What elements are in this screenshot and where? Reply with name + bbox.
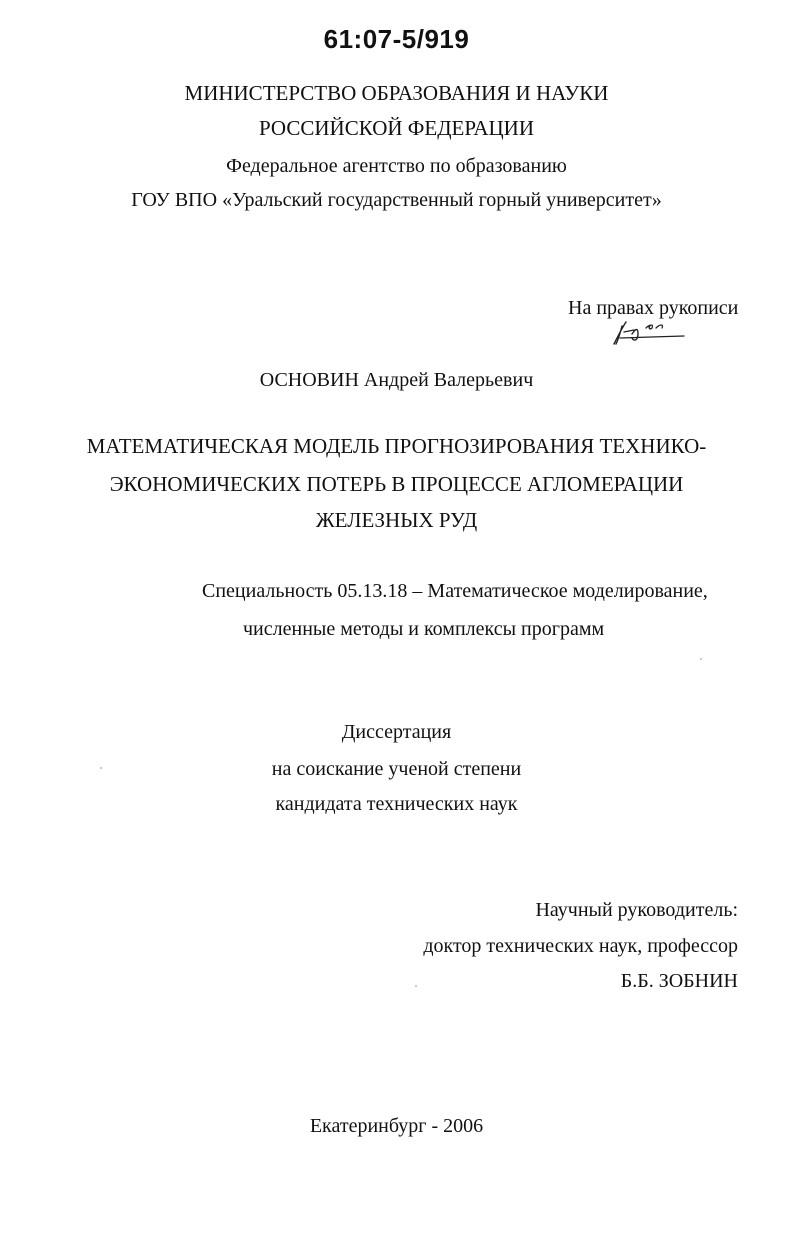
scan-speck	[700, 658, 702, 660]
scan-speck	[415, 985, 417, 987]
ministry-line-2: РОССИЙСКОЙ ФЕДЕРАЦИИ	[259, 116, 534, 140]
manuscript-note: На правах рукописи	[568, 297, 739, 319]
specialty-line-1: Специальность 05.13.18 – Математическое моделирование,	[202, 580, 708, 602]
title-line-3: ЖЕЛЕЗНЫХ РУД	[315, 508, 478, 532]
author-name: ОСНОВИН Андрей Валерьевич	[259, 369, 534, 391]
supervisor-label: Научный руководитель:	[535, 899, 738, 921]
agency-name: Федеральное агентство по образованию	[226, 155, 567, 177]
supervisor-name: Б.Б. ЗОБНИН	[620, 970, 738, 992]
archive-code: 61:07-5/919	[323, 24, 470, 54]
title-line-1: МАТЕМАТИЧЕСКАЯ МОДЕЛЬ ПРОГНОЗИРОВАНИЯ ТЕХНИКО-	[86, 434, 707, 458]
degree-name: кандидата технических наук	[275, 793, 518, 815]
scan-speck	[100, 767, 102, 769]
university-name: ГОУ ВПО «Уральский государственный горный университет»	[131, 189, 662, 211]
title-line-2: ЭКОНОМИЧЕСКИХ ПОТЕРЬ В ПРОЦЕССЕ АГЛОМЕРАЦИИ	[109, 472, 684, 496]
supervisor-degree: доктор технических наук, профессор	[423, 935, 738, 957]
handwritten-signature	[608, 314, 690, 348]
city-year: Екатеринбург - 2006	[309, 1115, 484, 1137]
ministry-line-1: МИНИСТЕРСТВО ОБРАЗОВАНИЯ И НАУКИ	[184, 81, 609, 105]
dissertation-label: Диссертация	[341, 721, 452, 743]
degree-purpose: на соискание ученой степени	[271, 758, 522, 780]
specialty-line-2: численные методы и комплексы программ	[243, 618, 605, 640]
